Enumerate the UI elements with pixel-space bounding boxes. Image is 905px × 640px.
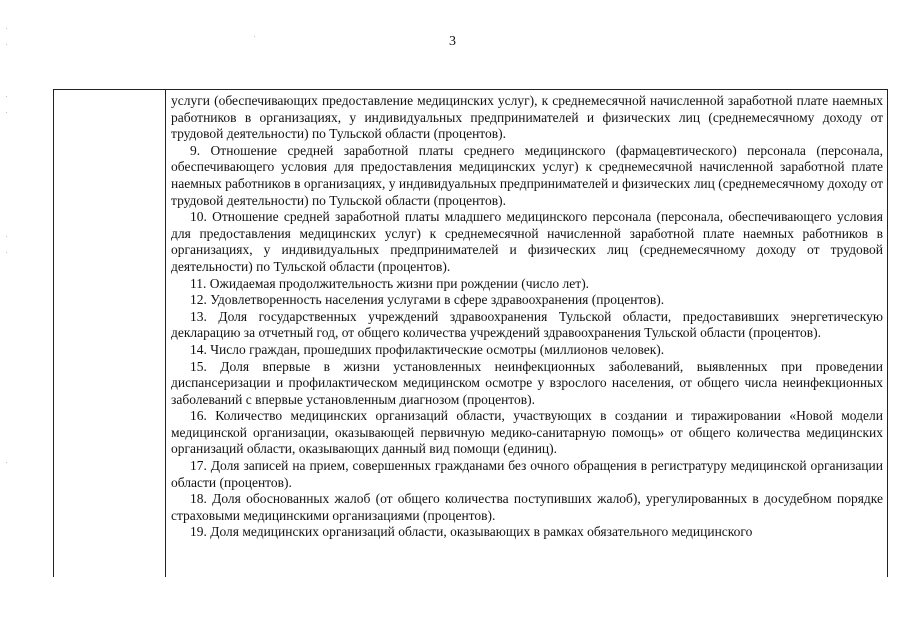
scan-speck — [6, 252, 7, 253]
scan-speck — [6, 28, 7, 29]
scan-speck — [254, 36, 255, 37]
paragraph-item-17: 17. Доля записей на прием, совершенных гражданами без очного обращения в регистратуру медицинской организации области (процентов). — [171, 458, 883, 490]
paragraph-continued: услуги (обеспечивающих предоставление медицинских услуг), к среднемесячной начисленной заработной плате наемных работников в организациях, у индивидуальных предпринимателей и физических лиц (среднемесячному доходу от трудовой деятельности) по Тульской области (процентов). — [171, 93, 883, 142]
paragraph-item-16: 16. Количество медицинских организаций области, участвующих в создании и тиражировании «Новой модели медицинской организации, оказывающей первичную медико-санитарную помощь» от общего количества медицинских организаций области, оказывающих данный вид помощи (единиц). — [171, 408, 883, 457]
paragraph-item-12: 12. Удовлетворенность населения услугами в сфере здравоохранения (процентов). — [190, 292, 665, 308]
page-number: 3 — [449, 34, 456, 49]
column-divider — [165, 90, 166, 577]
paragraph-item-15: 15. Доля впервые в жизни установленных неинфекционных заболеваний, выявленных при проведении диспансеризации и профилактическом медицинском осмотре у взрослого населения, от общего числа неинфекционных заболеваний с впервые установленным диагнозом (процентов). — [171, 358, 883, 407]
scan-speck — [6, 112, 7, 113]
paragraph-item-9: 9. Отношение средней заработной платы среднего медицинского (фармацевтического) персонала (персонала, обеспечивающего условия для предоставления медицинских услуг) к среднемесячной начисленной заработной плате наемных работников в организациях, у индивидуальных предпринимателей и физических лиц (среднемесячному доходу от трудовой деятельности) по Тульской области (процентов). — [171, 142, 883, 208]
table-frame — [53, 89, 888, 577]
paragraph-item-14: 14. Число граждан, прошедших профилактические осмотры (миллионов человек). — [190, 341, 665, 357]
paragraph-item-19: 19. Доля медицинских организаций области, оказывающих в рамках обязательного медицинского — [190, 524, 753, 540]
table-cell-text — [171, 93, 883, 541]
paragraph-item-11: 11. Ожидаемая продолжительность жизни при рождении (число лет). — [190, 275, 590, 291]
scan-speck — [6, 462, 7, 463]
scan-speck — [6, 236, 7, 237]
paragraph-item-18: 18. Доля обоснованных жалоб (от общего количества поступивших жалоб), урегулированных в досудебном порядке страховыми медицинскими организациями (процентов). — [171, 491, 883, 523]
scan-speck — [6, 96, 7, 97]
paragraph-item-10: 10. Отношение средней заработной платы младшего медицинского персонала (персонала, обеспечивающего условия для предоставления медицинских услуг) к среднемесячной начисленной заработной плате наемных работников в организациях, у индивидуальных предпринимателей и физических лиц (среднемесячному доходу от трудовой деятельности) по Тульской области (процентов). — [171, 209, 883, 274]
paragraph-item-13: 13. Доля государственных учреждений здравоохранения Тульской области, предоставивших энергетическую декларацию за отчетный год, от общего количества учреждений здравоохранения Тульской области (процентов). — [171, 308, 883, 341]
scan-speck — [6, 44, 7, 45]
